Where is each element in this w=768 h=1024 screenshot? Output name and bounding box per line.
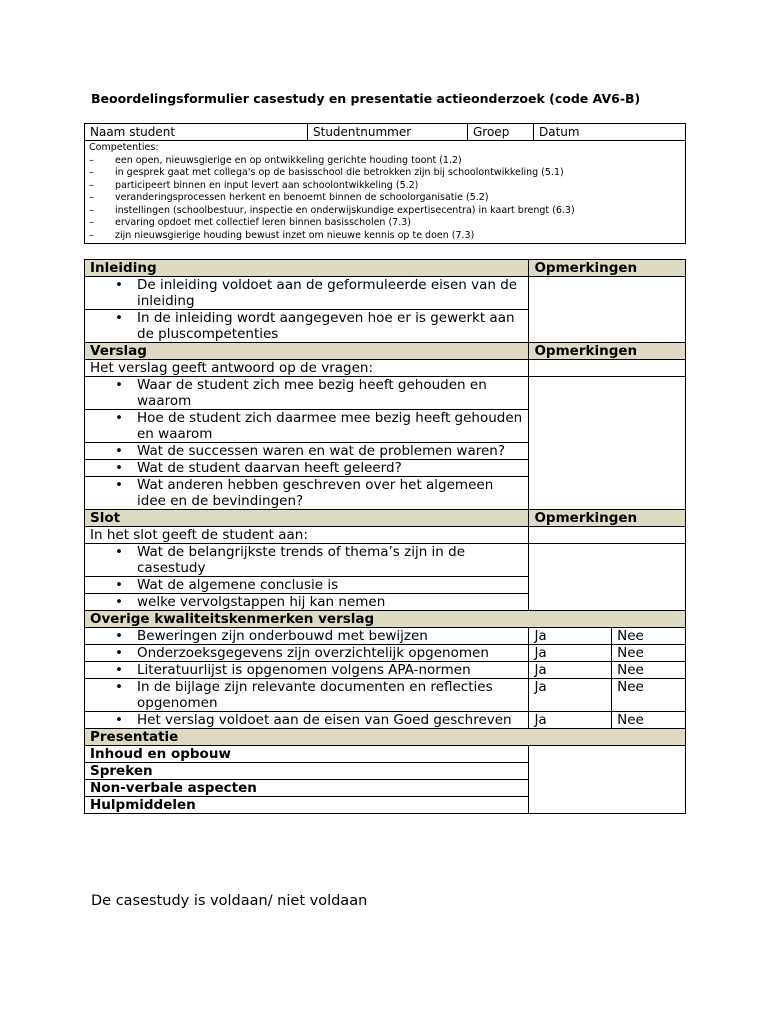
competencies-label: Competenties: <box>89 142 159 153</box>
dash-marker: – <box>89 154 94 166</box>
dash-marker: – <box>89 217 94 228</box>
competency-item: – zijn nieuwsgierige houding bewust inzet om nieuwe kennis op te doen (7.3) <box>89 229 475 241</box>
remarks-cell[interactable] <box>529 746 686 814</box>
dash-marker: – <box>89 179 94 191</box>
criterion-item: • Wat de student daarvan heeft geleerd? <box>85 460 529 477</box>
competency-item: – instellingen (schoolbestuur, inspectie en onderwijskundige expertisecentra) in kaart brengt (6.3) <box>89 204 575 216</box>
remarks-header: Opmerkingen <box>529 260 686 277</box>
section-intro: Het verslag geeft antwoord op de vragen: <box>85 360 529 377</box>
header-datum: Datum <box>534 124 686 141</box>
criterion-item: • In de bijlage zijn relevante documenten en reflecties opgenomen <box>85 679 529 712</box>
header-naam-student: Naam student <box>85 124 308 141</box>
section-title-slot: Slot <box>85 510 529 527</box>
yes-option[interactable]: Ja <box>529 645 612 662</box>
header-groep: Groep <box>468 124 534 141</box>
section-title-inleiding: Inleiding <box>85 260 529 277</box>
yes-option[interactable]: Ja <box>529 628 612 645</box>
result-statement: De casestudy is voldaan/ niet voldaan <box>91 893 368 909</box>
competency-item: – veranderingsprocessen herkent en benoemt binnen de schoolorganisatie (5.2) <box>89 192 489 203</box>
section-title-presentatie: Presentatie <box>85 729 686 746</box>
criterion-item: • Wat de belangrijkste trends of thema’s zijn in de casestudy <box>85 544 529 577</box>
yes-option[interactable]: Ja <box>529 679 612 712</box>
competencies-cell <box>85 141 686 244</box>
no-option[interactable]: Nee <box>612 712 686 729</box>
criterion-item: • In de inleiding wordt aangegeven hoe er is gewerkt aan de pluscompetenties <box>85 310 529 343</box>
competency-item: – in gesprek gaat met collega's op de basisschool die betrokken zijn bij schoolontwikkeling (5.1) <box>89 167 564 178</box>
dash-marker: – <box>89 192 94 203</box>
no-option[interactable]: Nee <box>612 645 686 662</box>
presentation-item: Non-verbale aspecten <box>85 780 529 797</box>
student-info-table <box>84 123 686 244</box>
remarks-cell[interactable] <box>529 544 686 611</box>
criterion-item: • Literatuurlijst is opgenomen volgens APA-normen <box>85 662 529 679</box>
dash-marker: – <box>89 204 94 216</box>
remarks-cell[interactable] <box>529 277 686 343</box>
section-title-verslag: Verslag <box>85 343 529 360</box>
competency-item: – een open, nieuwsgierige en op ontwikkeling gerichte houding toont (1.2) <box>89 154 462 166</box>
competencies-list <box>89 155 680 243</box>
presentation-item: Hulpmiddelen <box>85 797 529 814</box>
criterion-item: • Waar de student zich mee bezig heeft gehouden en waarom <box>85 377 529 410</box>
criterion-item: • De inleiding voldoet aan de geformuleerde eisen van de inleiding <box>85 277 529 310</box>
criterion-item: • Hoe de student zich daarmee mee bezig heeft gehouden en waarom <box>85 410 529 443</box>
yes-option[interactable]: Ja <box>529 712 612 729</box>
remarks-cell[interactable] <box>529 527 686 544</box>
competency-item: – ervaring opdoet met collectief leren binnen basisscholen (7.3) <box>89 217 411 228</box>
remarks-header: Opmerkingen <box>529 510 686 527</box>
criterion-item: • Wat anderen hebben geschreven over het algemeen idee en de bevindingen? <box>85 477 529 510</box>
remarks-cell[interactable] <box>529 377 686 510</box>
remarks-cell[interactable] <box>529 360 686 377</box>
assessment-table <box>84 259 686 814</box>
criterion-item: • welke vervolgstappen hij kan nemen <box>85 594 529 611</box>
no-option[interactable]: Nee <box>612 679 686 712</box>
competency-item: – participeert binnen en input levert aan schoolontwikkeling (5.2) <box>89 179 419 191</box>
dash-marker: – <box>89 229 94 241</box>
criterion-item: • Wat de algemene conclusie is <box>85 577 529 594</box>
criterion-item: • Onderzoeksgegevens zijn overzichtelijk opgenomen <box>85 645 529 662</box>
presentation-item: Inhoud en opbouw <box>85 746 529 763</box>
form-title: Beoordelingsformulier casestudy en presentatie actieonderzoek (code AV6-B) <box>91 91 641 106</box>
criterion-item: • Wat de successen waren en wat de problemen waren? <box>85 443 529 460</box>
yes-option[interactable]: Ja <box>529 662 612 679</box>
header-studentnummer: Studentnummer <box>308 124 468 141</box>
section-intro: In het slot geeft de student aan: <box>85 527 529 544</box>
no-option[interactable]: Nee <box>612 628 686 645</box>
dash-marker: – <box>89 167 94 178</box>
presentation-item: Spreken <box>85 763 529 780</box>
criterion-item: • Het verslag voldoet aan de eisen van Goed geschreven <box>85 712 529 729</box>
section-title-overige: Overige kwaliteitskenmerken verslag <box>85 611 686 628</box>
criterion-item: • Beweringen zijn onderbouwd met bewijzen <box>85 628 529 645</box>
no-option[interactable]: Nee <box>612 662 686 679</box>
remarks-header: Opmerkingen <box>529 343 686 360</box>
